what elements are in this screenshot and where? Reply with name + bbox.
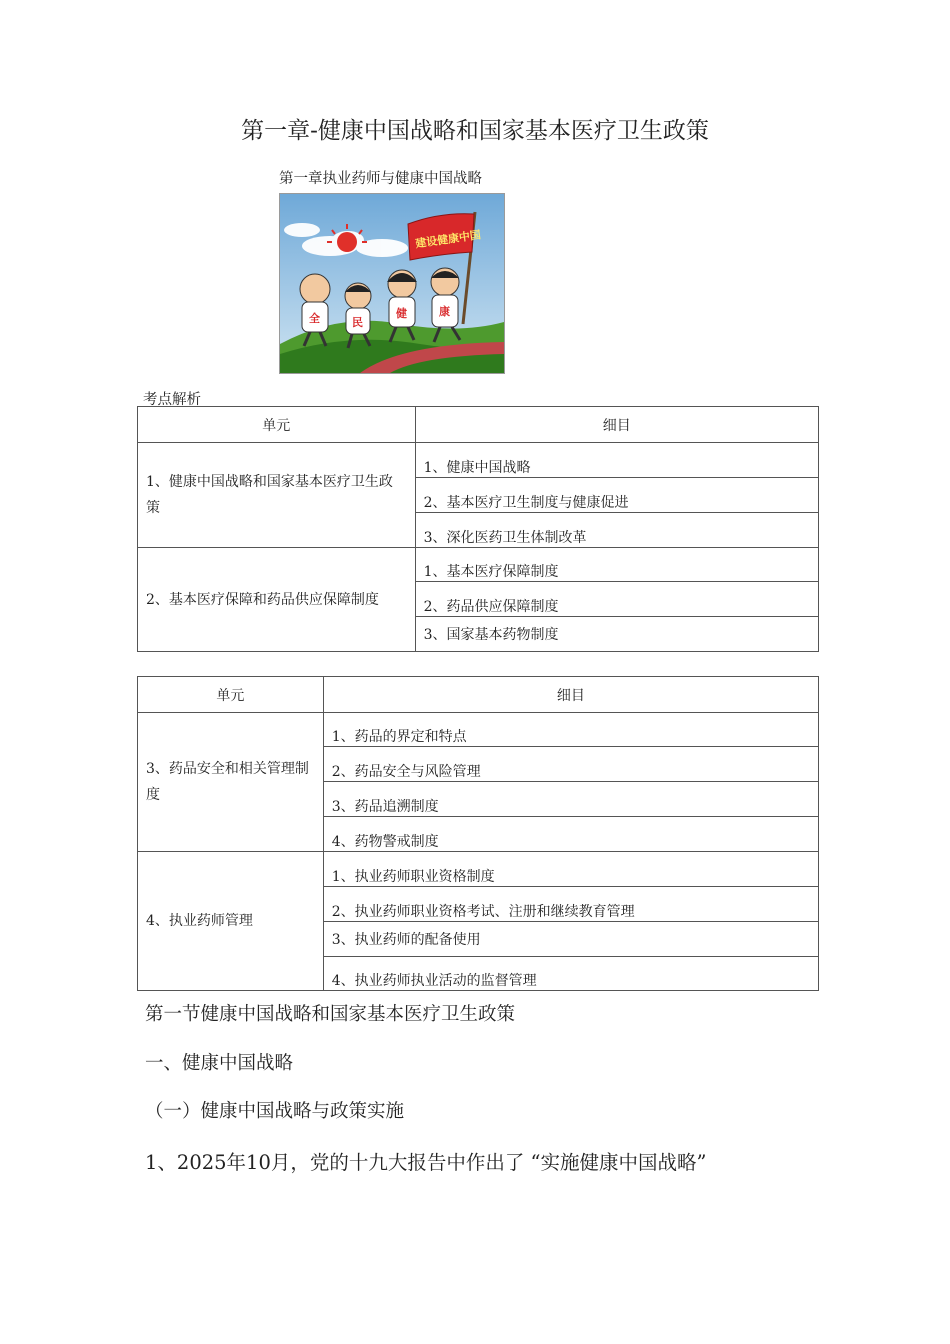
shirt-label-1: 全 <box>309 312 320 325</box>
table-row <box>138 443 819 478</box>
shirt-label-3: 健 <box>396 307 407 320</box>
detail-cell: 2、药品供应保障制度 <box>415 582 818 617</box>
syllabus-table-2 <box>137 676 819 991</box>
header-detail: 细目 <box>323 677 818 713</box>
detail-cell: 3、药品追溯制度 <box>323 782 818 817</box>
header-detail: 细目 <box>415 407 818 443</box>
detail-cell: 2、执业药师职业资格考试、注册和继续教育管理 <box>323 887 818 922</box>
table-row <box>138 852 819 887</box>
table-header-row <box>138 407 819 443</box>
figure-man <box>431 268 459 327</box>
figure-elder <box>300 274 330 332</box>
unit-cell: 2、基本医疗保障和药品供应保障制度 <box>138 548 416 652</box>
unit-cell: 3、药品安全和相关管理制度 <box>138 713 324 852</box>
illustration <box>279 193 505 374</box>
paragraph: 1、2025年10月，党的十九大报告中作出了 “实施健康中国战略” <box>145 1151 707 1174</box>
table-row <box>138 713 819 747</box>
table-header-row <box>138 677 819 713</box>
heading-level-2: （一）健康中国战略与政策实施 <box>145 1101 405 1122</box>
detail-cell: 1、药品的界定和特点 <box>323 713 818 747</box>
page-title: 第一章-健康中国战略和国家基本医疗卫生政策 <box>241 118 709 144</box>
detail-cell: 4、药物警戒制度 <box>323 817 818 852</box>
figure-girl <box>387 270 417 327</box>
figure-boy <box>345 283 371 334</box>
detail-cell: 1、基本医疗保障制度 <box>415 548 818 582</box>
shirt-label-4: 康 <box>439 305 450 318</box>
flag-banner-text: 建设健康中国 <box>414 228 482 251</box>
unit-cell: 1、健康中国战略和国家基本医疗卫生政策 <box>138 443 416 548</box>
detail-cell: 1、健康中国战略 <box>415 443 818 478</box>
chapter-subtitle: 第一章执业药师与健康中国战略 <box>279 171 482 187</box>
detail-cell: 1、执业药师职业资格制度 <box>323 852 818 887</box>
detail-cell: 3、执业药师的配备使用 <box>323 922 818 957</box>
section-title: 第一节健康中国战略和国家基本医疗卫生政策 <box>145 1004 516 1025</box>
header-unit: 单元 <box>138 677 324 713</box>
detail-cell: 3、深化医药卫生体制改革 <box>415 513 818 548</box>
header-unit: 单元 <box>138 407 416 443</box>
detail-cell: 4、执业药师执业活动的监督管理 <box>323 957 818 991</box>
table-row <box>138 548 819 582</box>
detail-cell: 2、药品安全与风险管理 <box>323 747 818 782</box>
detail-cell: 3、国家基本药物制度 <box>415 617 818 652</box>
heading-level-1: 一、健康中国战略 <box>145 1053 294 1074</box>
unit-cell: 4、执业药师管理 <box>138 852 324 991</box>
illustration-drawing <box>280 194 504 373</box>
detail-cell: 2、基本医疗卫生制度与健康促进 <box>415 478 818 513</box>
syllabus-table-1 <box>137 406 819 652</box>
exam-points-label: 考点解析 <box>143 392 201 408</box>
shirt-label-2: 民 <box>352 316 363 329</box>
